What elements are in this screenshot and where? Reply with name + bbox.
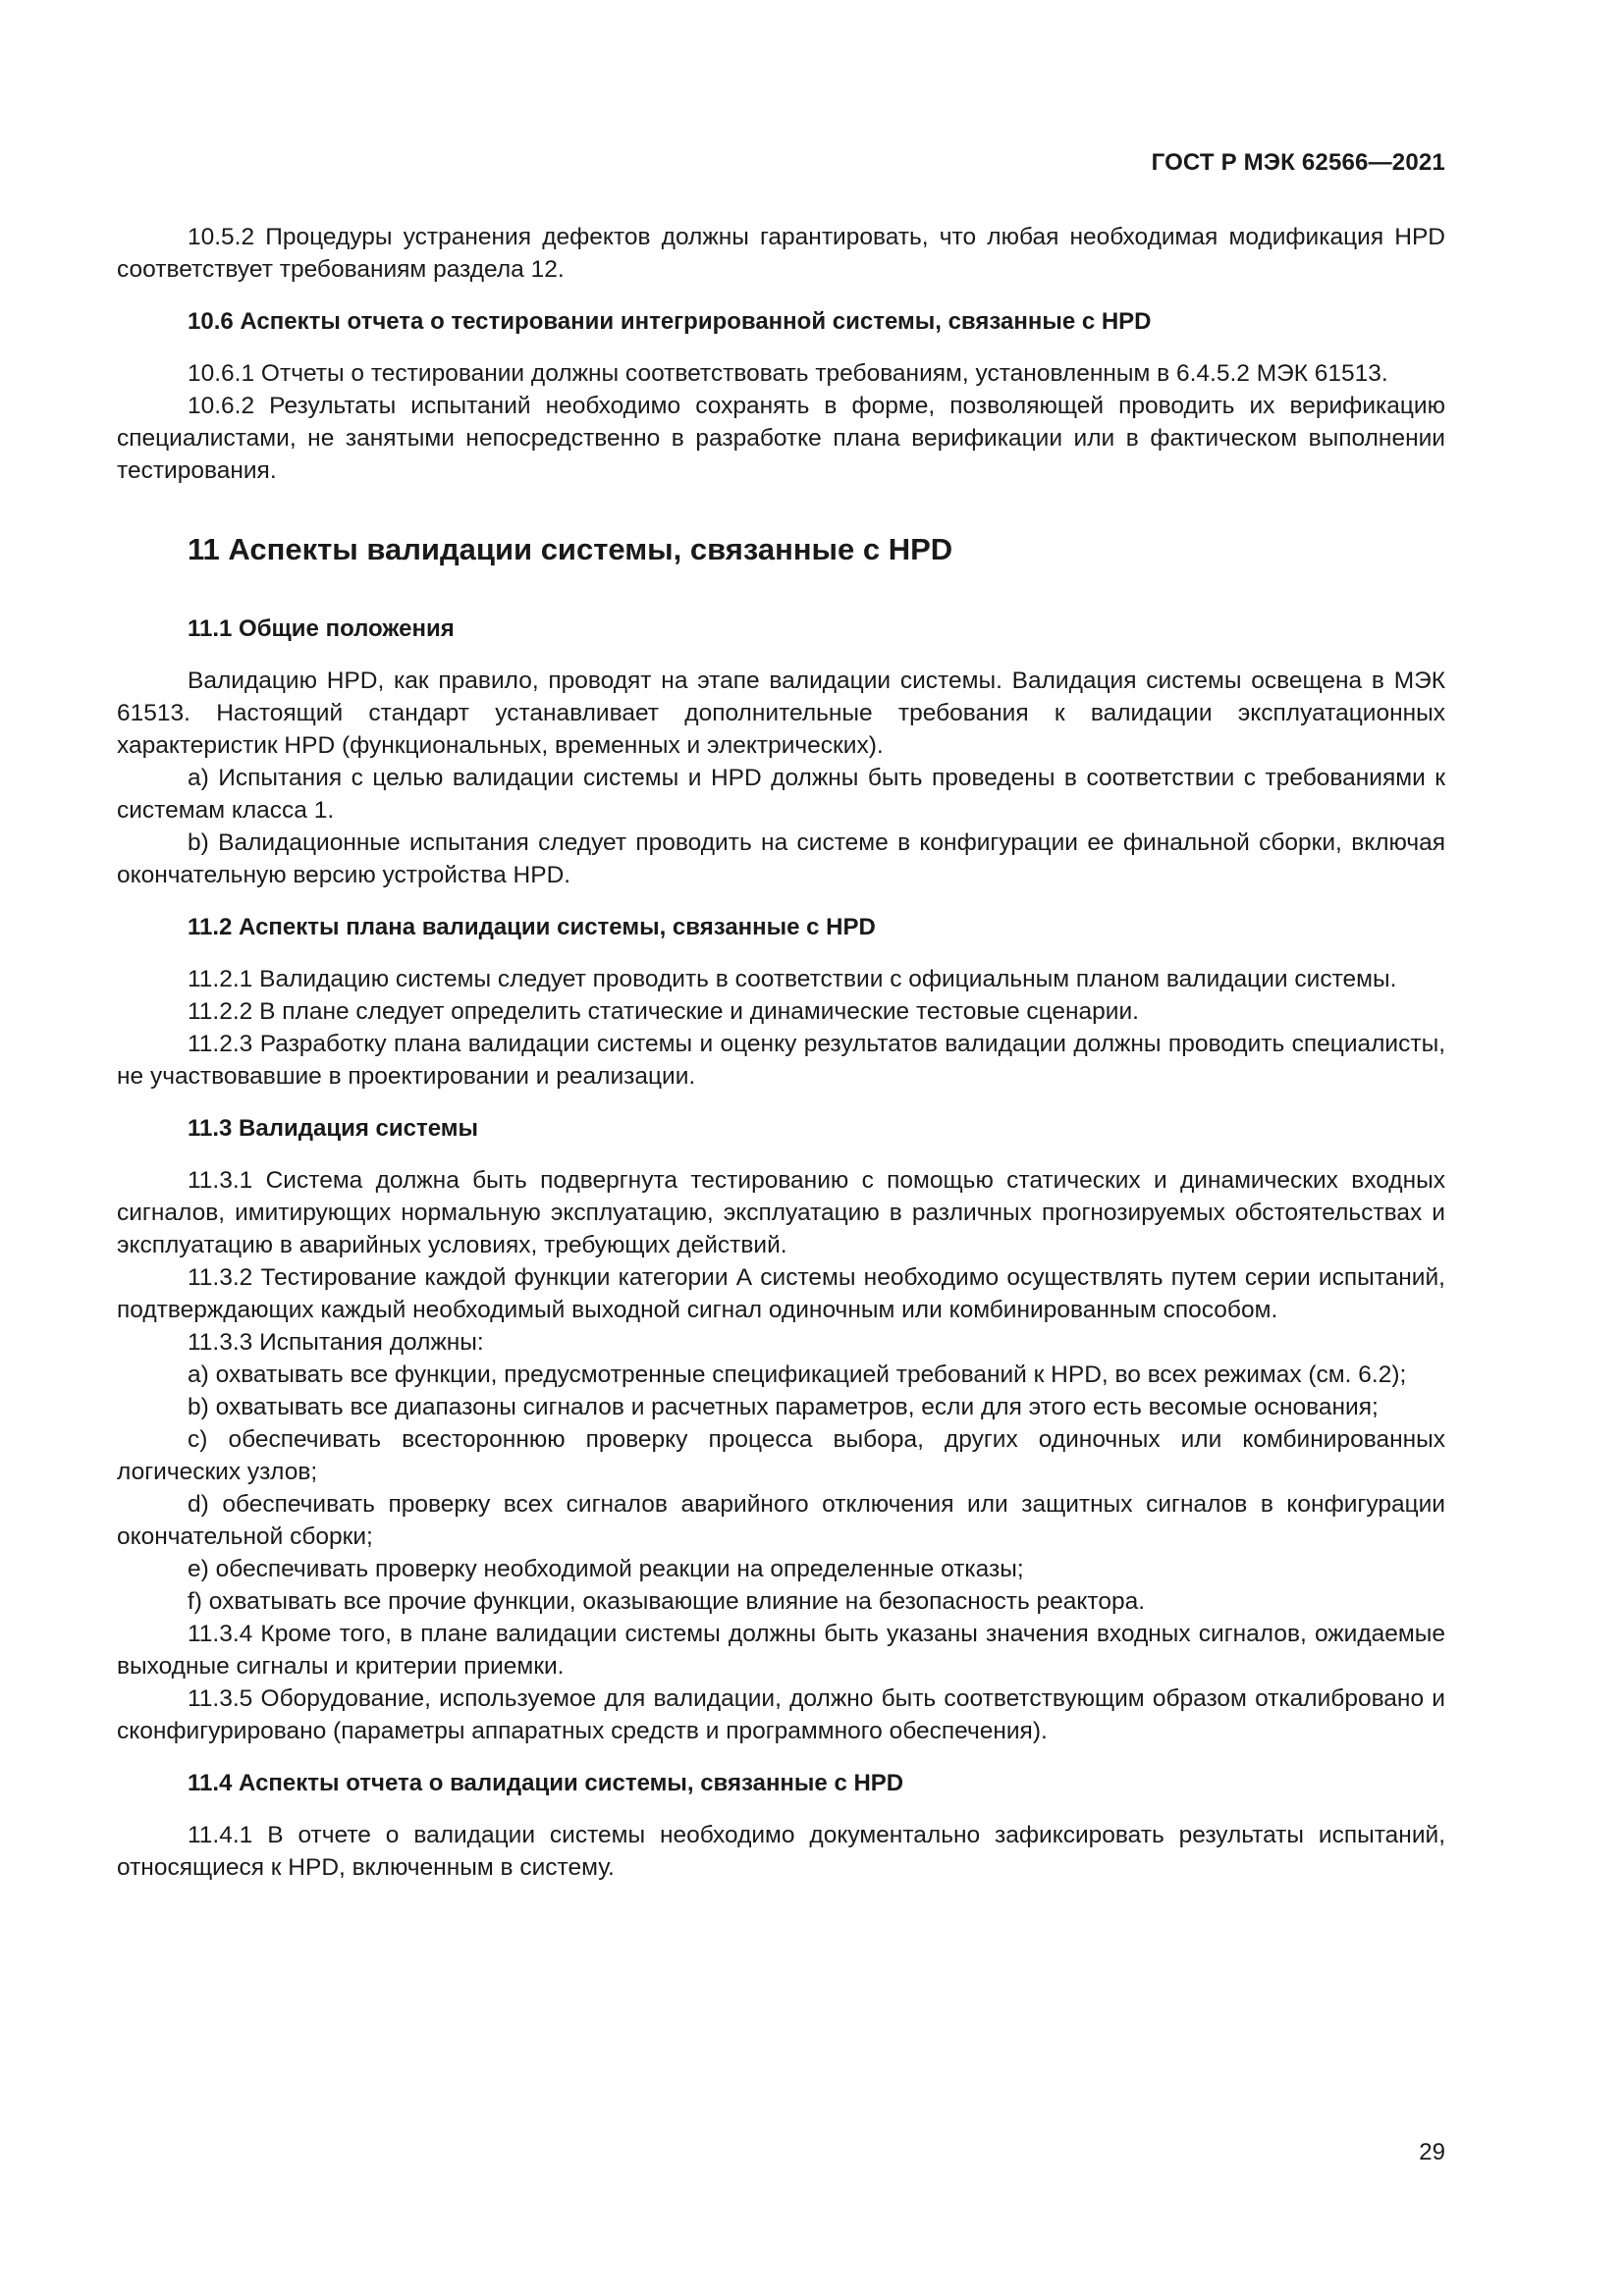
document-code-header: ГОСТ Р МЭК 62566—2021	[1151, 149, 1445, 176]
list-item-11-3-3-e: e) обеспечивать проверку необходимой реакции на определенные отказы;	[188, 1556, 1024, 1582]
paragraph-11-3-1: 11.3.1 Система должна быть подвергнута тестированию с помощью статических и динамических входных сигналов, имитирующих нормальную эксплуатацию, эксплуатацию в различных прогнозируемых обстоятельствах и эксплуатацию в аварийных условиях, требующих действий.	[117, 1167, 1445, 1258]
paragraph-11-3-5: 11.3.5 Оборудование, используемое для валидации, должно быть соответствующим образом откалибровано и сконфигурировано (параметры аппаратных средств и программного обеспечения).	[117, 1685, 1445, 1744]
list-item-11-3-3-f: f) охватывать все прочие функции, оказывающие влияние на безопасность реактора.	[188, 1588, 1146, 1615]
page-content	[117, 221, 1445, 1884]
paragraph-11-3-4: 11.3.4 Кроме того, в плане валидации системы должны быть указаны значения входных сигналов, ожидаемые выходные сигналы и критерии приемки.	[117, 1621, 1445, 1680]
paragraph-11-1-intro: Валидацию HPD, как правило, проводят на этапе валидации системы. Валидация системы освещена в МЭК 61513. Настоящий стандарт устанавливает дополнительные требования к валидации эксплуатационных характеристик HPD (функциональных, временных и электрических).	[117, 667, 1445, 759]
list-item-11-3-3-b: b) охватывать все диапазоны сигналов и расчетных параметров, если для этого есть весомые основания;	[188, 1394, 1379, 1420]
list-item-11-3-3-a: a) охватывать все функции, предусмотренные спецификацией требований к HPD, во всех режимах (см. 6.2);	[188, 1362, 1407, 1388]
heading-11-2: 11.2 Аспекты плана валидации системы, связанные с HPD	[188, 914, 876, 940]
heading-section-11: 11 Аспекты валидации системы, связанные с HPD	[188, 532, 953, 566]
paragraph-11-1-a: a) Испытания с целью валидации системы и HPD должны быть проведены в соответствии с требованиями к системам класса 1.	[117, 765, 1445, 824]
paragraph-11-2-2: 11.2.2 В плане следует определить статические и динамические тестовые сценарии.	[188, 998, 1139, 1025]
page-number: 29	[1419, 2139, 1445, 2165]
paragraph-11-3-3: 11.3.3 Испытания должны:	[188, 1329, 484, 1356]
paragraph-11-3-2: 11.3.2 Тестирование каждой функции категории А системы необходимо осуществлять путем серии испытаний, подтверждающих каждый необходимый выходной сигнал одиночным или комбинированным способом.	[117, 1264, 1445, 1323]
paragraph-11-1-b: b) Валидационные испытания следует проводить на системе в конфигурации ее финальной сборки, включая окончательную версию устройства HPD.	[117, 829, 1445, 888]
heading-11-4: 11.4 Аспекты отчета о валидации системы, связанные с HPD	[188, 1770, 904, 1796]
paragraph-10-5-2: 10.5.2 Процедуры устранения дефектов должны гарантировать, что любая необходимая модификация HPD соответствует требованиям раздела 12.	[117, 224, 1445, 283]
paragraph-11-2-1: 11.2.1 Валидацию системы следует проводить в соответствии с официальным планом валидации системы.	[188, 966, 1397, 992]
heading-11-3: 11.3 Валидация системы	[188, 1115, 478, 1142]
list-item-11-3-3-c: c) обеспечивать всестороннюю проверку процесса выбора, других одиночных или комбинированных логических узлов;	[117, 1426, 1445, 1485]
list-item-11-3-3-d: d) обеспечивать проверку всех сигналов аварийного отключения или защитных сигналов в конфигурации окончательной сборки;	[117, 1491, 1445, 1550]
heading-10-6: 10.6 Аспекты отчета о тестировании интегрированной системы, связанные с HPD	[188, 308, 1152, 335]
paragraph-10-6-2: 10.6.2 Результаты испытаний необходимо сохранять в форме, позволяющей проводить их верификацию специалистами, не занятыми непосредственно в разработке плана верификации или в фактическом выполнении тестирования.	[117, 393, 1445, 484]
heading-11-1: 11.1 Общие положения	[188, 615, 455, 642]
paragraph-10-6-1: 10.6.1 Отчеты о тестировании должны соответствовать требованиям, установленным в 6.4.5.2 МЭК 61513.	[188, 360, 1388, 387]
paragraph-11-4-1: 11.4.1 В отчете о валидации системы необходимо документально зафиксировать результаты испытаний, относящиеся к HPD, включенным в систему.	[117, 1822, 1445, 1881]
paragraph-11-2-3: 11.2.3 Разработку плана валидации системы и оценку результатов валидации должны проводить специалисты, не участвовавшие в проектировании и реализации.	[117, 1031, 1445, 1090]
